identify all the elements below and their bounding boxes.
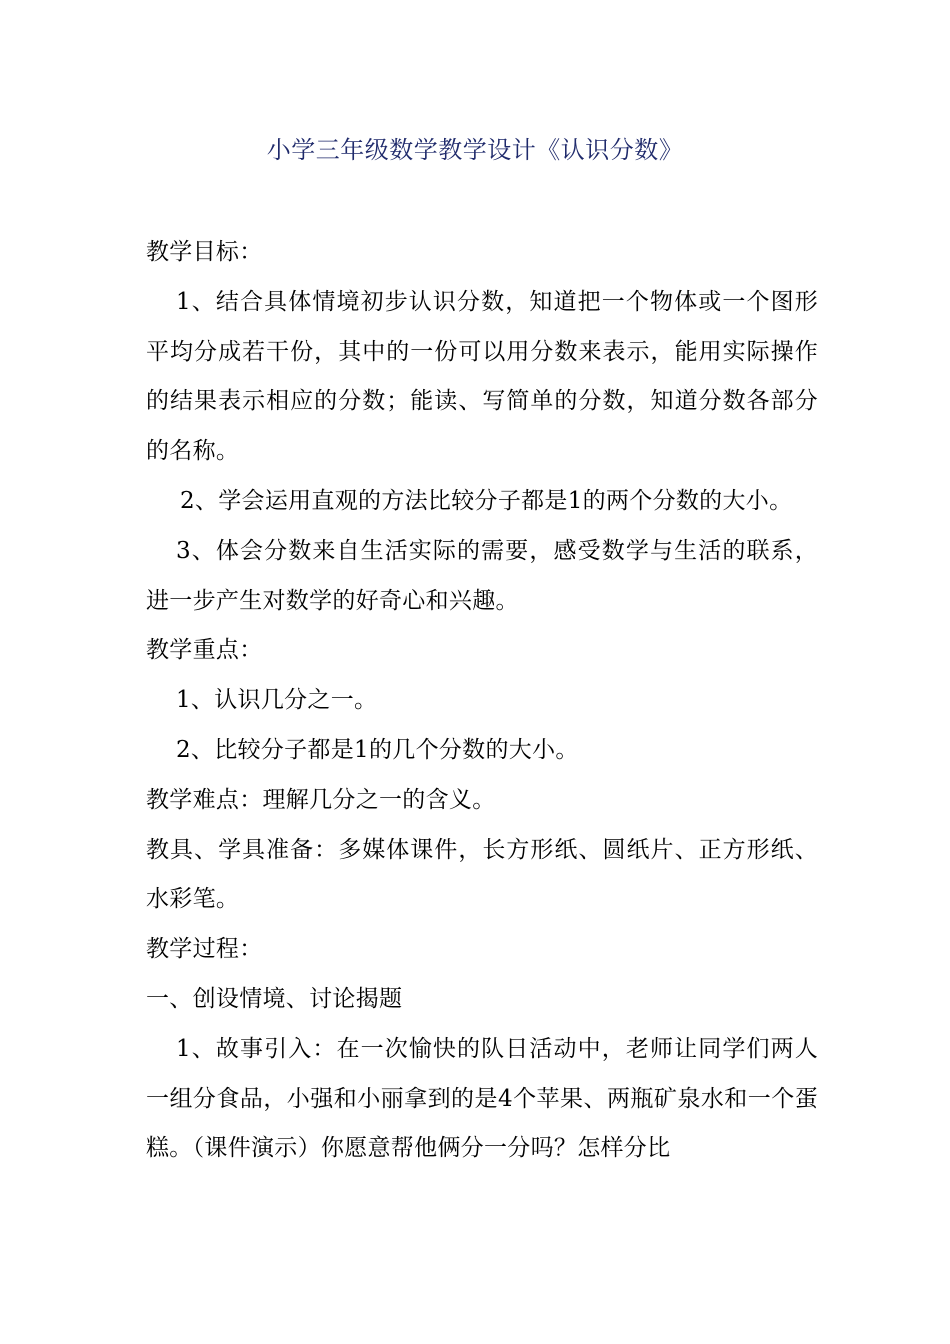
paragraph-process-heading: 教学过程： xyxy=(146,936,263,963)
paragraph-objective-2: 2、学会运用直观的方法比较分子都是1的两个分数的大小。 xyxy=(180,487,793,514)
paragraph-key-point-2: 2、比较分子都是1的几个分数的大小。 xyxy=(176,736,579,763)
paragraph-key-point-1: 1、认识几分之一。 xyxy=(176,687,378,714)
paragraph-materials: 教具、学具准备：多媒体课件，长方形纸、圆纸片、正方形纸、水彩笔。 xyxy=(146,836,818,913)
paragraph-section-1-heading: 一、创设情境、讨论揭题 xyxy=(146,985,403,1012)
paragraph-objective-3: 3、体会分数来自生活实际的需要，感受数学与生活的联系，进一步产生对数学的好奇心和兴趣。 xyxy=(146,537,818,614)
document-title: 小学三年级数学教学设计《认识分数》 xyxy=(266,136,684,164)
paragraph-difficulty: 教学难点：理解几分之一的含义。 xyxy=(146,786,496,813)
paragraph-story-intro: 1、故事引入：在一次愉快的队日活动中，老师让同学们两人一组分食品，小强和小丽拿到的是4个苹果、两瓶矿泉水和一个蛋糕。（课件演示）你愿意帮他俩分一分吗？怎样分比 xyxy=(146,1035,818,1162)
paragraph-key-points-heading: 教学重点： xyxy=(146,637,263,664)
document-body xyxy=(146,228,818,1174)
paragraph-objectives-heading: 教学目标： xyxy=(146,239,263,265)
paragraph-objective-1: 1、结合具体情境初步认识分数，知道把一个物体或一个图形平均分成若干份，其中的一份可以用分数来表示，能用实际操作的结果表示相应的分数；能读、写简单的分数，知道分数各部分的名称。 xyxy=(146,288,818,465)
